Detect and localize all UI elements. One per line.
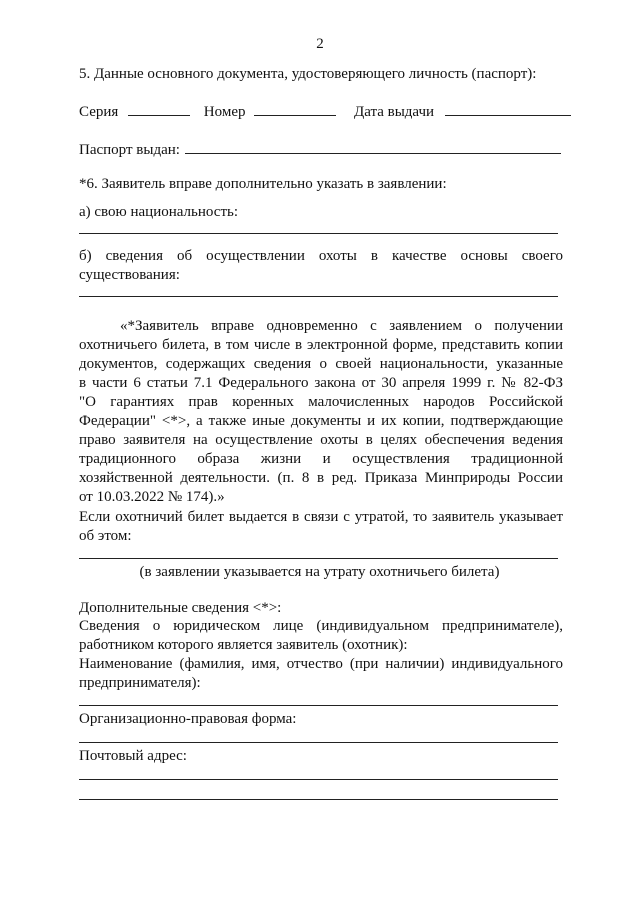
- loss-caption: (в заявлении указывается на утрату охотничьего билета): [139, 564, 500, 580]
- note-line: традиционного образа жизни и осуществления традиционной: [79, 451, 563, 467]
- postal-address-label: Почтовый адрес:: [79, 748, 187, 764]
- nationality-note: [79, 317, 563, 507]
- note-line: Федерации" <*>, а также иные документы и их копии, подтверждающие: [79, 413, 563, 429]
- nationality-label: а) свою национальность:: [79, 204, 239, 220]
- issued-by-row: [79, 139, 560, 160]
- legal-form-label: Организационно-правовая форма:: [79, 711, 297, 727]
- issued-by-label: Паспорт выдан:: [79, 142, 180, 158]
- additional-heading: Дополнительные сведения <*>:: [79, 600, 282, 616]
- entrepreneur-name-label: Наименование (фамилия, имя, отчество (при наличии) индивидуального предпринимателя):: [79, 656, 563, 691]
- page-number: 2: [316, 36, 324, 52]
- hunting-basis-field[interactable]: [79, 296, 558, 297]
- hunting-basis-label: б) сведения об осуществлении охоты в качестве основы своего существования:: [79, 248, 563, 283]
- note-line: право заявителя на осуществление охоты в целях обеспечения ведения: [79, 432, 563, 448]
- series-field[interactable]: [128, 101, 190, 116]
- employer-label: Сведения о юридическом лице (индивидуальном предпринимателе), работником которого является заявитель (охотник):: [79, 618, 563, 653]
- note-line: от 10.03.2022 № 174).»: [79, 489, 225, 505]
- note-line: хозяйственной деятельности. (п. 8 в ред. Приказа Минприроды России: [79, 470, 563, 486]
- note-line: "О гарантиях прав коренных малочисленных народов Российской: [79, 394, 563, 410]
- note-line: «*Заявитель вправе одновременно с заявлением о получении: [120, 318, 563, 334]
- note-line: охотничьего билета, в том числе в электронной форме, представить копии: [79, 337, 563, 353]
- series-label: Серия: [79, 104, 119, 120]
- nationality-field[interactable]: [79, 233, 558, 234]
- passport-fields-row: [79, 101, 560, 122]
- postal-address-field-1[interactable]: [79, 779, 558, 780]
- note-line: документов, содержащих сведения о своей национальности, указанные: [79, 356, 563, 372]
- issue-date-label: Дата выдачи: [353, 104, 435, 120]
- number-field[interactable]: [254, 101, 336, 116]
- number-label: Номер: [203, 104, 246, 120]
- issued-by-field[interactable]: [185, 139, 561, 154]
- postal-address-field-2[interactable]: [79, 799, 558, 800]
- entrepreneur-name-field[interactable]: [79, 705, 558, 706]
- section6-heading: *6. Заявитель вправе дополнительно указать в заявлении:: [79, 176, 447, 192]
- note-line: в части 6 статьи 7.1 Федерального закона от 30 апреля 1999 г. № 82-ФЗ: [79, 375, 563, 391]
- issue-date-field[interactable]: [445, 101, 571, 116]
- loss-field[interactable]: [79, 558, 558, 559]
- loss-statement: Если охотничий билет выдается в связи с утратой, то заявитель указывает об этом:: [79, 509, 563, 544]
- section5-heading: 5. Данные основного документа, удостоверяющего личность (паспорт):: [79, 66, 537, 82]
- legal-form-field[interactable]: [79, 742, 558, 743]
